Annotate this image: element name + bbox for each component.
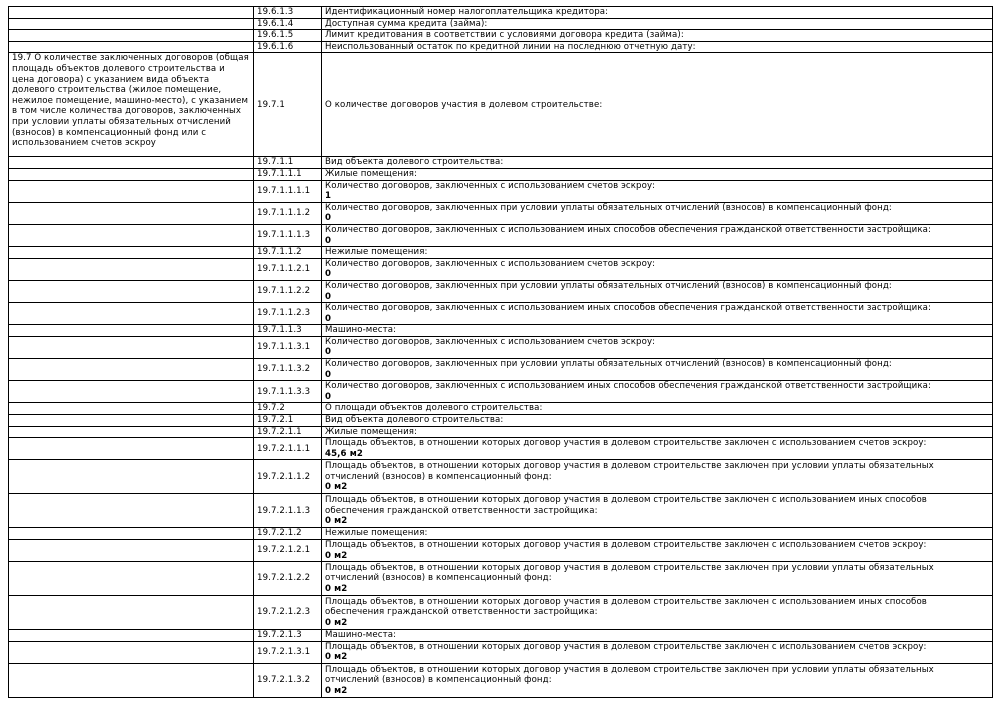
item-content — [322, 224, 993, 246]
item-content — [322, 528, 993, 540]
item-value: 0 м2 — [325, 617, 348, 628]
table-row — [9, 415, 993, 427]
table-row — [9, 562, 993, 596]
item-label: Доступная сумма кредита (займа): — [325, 18, 488, 29]
item-code: 19.6.1.5 — [254, 30, 322, 42]
section-cell — [9, 426, 254, 438]
item-label: Лимит кредитования в соответствии с условиями договора кредита (займа): — [325, 30, 684, 41]
item-label: Площадь объектов, в отношении которых договор участия в долевом строительстве заключен при условии уплаты обязательных отчислений (взносов) в компенсационный фонд: — [325, 664, 934, 686]
section-cell — [9, 18, 254, 30]
item-value: 0 м2 — [325, 550, 348, 561]
item-value: 0 — [325, 313, 332, 324]
item-content — [322, 258, 993, 280]
section-cell — [9, 303, 254, 325]
section-cell — [9, 157, 254, 169]
item-code: 19.6.1.3 — [254, 7, 322, 19]
section-title-cell — [9, 53, 254, 157]
item-value: 0 — [325, 213, 332, 224]
table-row — [9, 336, 993, 358]
item-label: Машино-места: — [325, 325, 397, 336]
item-label: Количество договоров, заключенных с использованием иных способов обеспечения гражданской ответственности застройщика: — [325, 224, 931, 235]
item-label: Вид объекта долевого строительства: — [325, 415, 504, 426]
item-value: 0 — [325, 391, 332, 402]
item-content — [322, 381, 993, 403]
section-cell — [9, 528, 254, 540]
item-content — [322, 180, 993, 202]
item-code: 19.7.1.1.1.3 — [254, 224, 322, 246]
item-code: 19.7.2.1.2.2 — [254, 562, 322, 596]
table-row — [9, 381, 993, 403]
item-code: 19.7.2 — [254, 403, 322, 415]
item-content — [322, 202, 993, 224]
item-code: 19.7.2.1.2 — [254, 528, 322, 540]
item-content — [322, 415, 993, 427]
item-code: 19.7.1.1.3.2 — [254, 359, 322, 381]
table-row — [9, 630, 993, 642]
item-label: Площадь объектов, в отношении которых договор участия в долевом строительстве заключен при условии уплаты обязательных отчислений (взносов) в компенсационный фонд: — [325, 461, 934, 482]
item-label: Количество договоров, заключенных с использованием счетов эскроу: — [325, 336, 656, 347]
section-cell — [9, 224, 254, 246]
item-content — [322, 168, 993, 180]
item-code: 19.7.2.1.1 — [254, 426, 322, 438]
table-row — [9, 41, 993, 53]
table-row — [9, 528, 993, 540]
item-label: Жилые помещения: — [325, 426, 418, 437]
table-row — [9, 168, 993, 180]
section-cell — [9, 494, 254, 528]
item-code: 19.7.1.1.2.3 — [254, 303, 322, 325]
table-row — [9, 280, 993, 302]
item-value: 0 м2 — [325, 685, 348, 696]
item-label: О площади объектов долевого строительства: — [325, 403, 543, 414]
item-code: 19.7.1.1.2 — [254, 247, 322, 259]
item-code: 19.7.1.1 — [254, 157, 322, 169]
item-value: 0 — [325, 369, 332, 380]
item-value: 1 — [325, 191, 332, 202]
table-row — [9, 460, 993, 494]
item-code: 19.7.2.1.2.1 — [254, 540, 322, 562]
table-row — [9, 494, 993, 528]
item-content — [322, 247, 993, 259]
table-row — [9, 202, 993, 224]
section-cell — [9, 663, 254, 697]
item-label: Площадь объектов, в отношении которых договор участия в долевом строительстве заключен с использованием счетов эскроу: — [325, 540, 927, 550]
item-code: 19.7.1.1.3.3 — [254, 381, 322, 403]
item-content — [322, 7, 993, 19]
item-value: 0 м2 — [325, 583, 348, 594]
item-label: Идентификационный номер налогоплательщика кредитора: — [325, 7, 609, 17]
item-code: 19.7.1 — [254, 53, 322, 157]
item-label: Машино-места: — [325, 630, 397, 641]
item-content — [322, 630, 993, 642]
section-cell — [9, 247, 254, 259]
item-code: 19.7.2.1.3.1 — [254, 641, 322, 663]
item-code: 19.7.1.1.1.1 — [254, 180, 322, 202]
section-cell — [9, 168, 254, 180]
section-cell — [9, 202, 254, 224]
section-cell — [9, 540, 254, 562]
section-cell — [9, 562, 254, 596]
item-label: Вид объекта долевого строительства: — [325, 157, 504, 168]
table-row — [9, 426, 993, 438]
item-value: 0 м2 — [325, 652, 348, 663]
table-row — [9, 258, 993, 280]
item-value: 0 м2 — [325, 482, 348, 493]
section-cell — [9, 41, 254, 53]
item-content — [322, 403, 993, 415]
item-label: Нежилые помещения: — [325, 247, 428, 258]
table-row — [9, 596, 993, 630]
table-row — [9, 247, 993, 259]
table-row — [9, 7, 993, 19]
section-cell — [9, 30, 254, 42]
item-label: Нежилые помещения: — [325, 528, 428, 539]
item-content — [322, 157, 993, 169]
item-label: Количество договоров, заключенных с использованием счетов эскроу: — [325, 258, 656, 269]
declaration-table — [8, 6, 993, 698]
table-row — [9, 53, 993, 157]
item-code: 19.7.1.1.3 — [254, 325, 322, 337]
item-value: 0 м2 — [325, 516, 348, 527]
table-row — [9, 663, 993, 697]
item-content — [322, 663, 993, 697]
item-code: 19.7.1.1.3.1 — [254, 336, 322, 358]
section-cell — [9, 7, 254, 19]
item-code: 19.6.1.4 — [254, 18, 322, 30]
item-label: Количество договоров, заключенных с использованием счетов эскроу: — [325, 180, 656, 191]
item-label: Количество договоров, заключенных при условии уплаты обязательных отчислений (взносов) в компенсационный фонд: — [325, 280, 892, 291]
item-code: 19.7.2.1.3 — [254, 630, 322, 642]
item-label: Площадь объектов, в отношении которых договор участия в долевом строительстве заключен при условии уплаты обязательных отчислений (взносов) в компенсационный фонд: — [325, 562, 934, 584]
table-row — [9, 157, 993, 169]
table-row — [9, 403, 993, 415]
item-content — [322, 494, 993, 528]
item-content — [322, 303, 993, 325]
table-row — [9, 303, 993, 325]
item-content — [322, 438, 993, 460]
item-code: 19.7.2.1.1.2 — [254, 460, 322, 494]
section-cell — [9, 258, 254, 280]
item-content — [322, 359, 993, 381]
item-code: 19.7.2.1.2.3 — [254, 596, 322, 630]
item-content — [322, 30, 993, 42]
section-cell — [9, 438, 254, 460]
table-row — [9, 325, 993, 337]
section-cell — [9, 630, 254, 642]
item-code: 19.6.1.6 — [254, 41, 322, 53]
item-content — [322, 596, 993, 630]
section-cell — [9, 359, 254, 381]
item-code: 19.7.2.1.1.1 — [254, 438, 322, 460]
section-title: 19.7 О количестве заключенных договоров (общая площадь объектов долевого строительства и цена договора) с указанием вида объекта долевого строительства (жилое помещение, нежилое помещение, машино-место), с указанием в том числе количества договоров, заключенных при условии уплаты обязательных отчислений (взносов) в компенсационный фонд или с использованием счетов эскроу — [12, 53, 249, 149]
section-cell — [9, 180, 254, 202]
item-label: Количество договоров, заключенных при условии уплаты обязательных отчислений (взносов) в компенсационный фонд: — [325, 202, 892, 213]
section-cell — [9, 381, 254, 403]
section-cell — [9, 280, 254, 302]
item-code: 19.7.1.1.1 — [254, 168, 322, 180]
item-content — [322, 53, 993, 157]
table-row — [9, 641, 993, 663]
table-row — [9, 359, 993, 381]
item-label: Неиспользованный остаток по кредитной линии на последнюю отчетную дату: — [325, 41, 696, 52]
item-label: Площадь объектов, в отношении которых договор участия в долевом строительстве заключен с использованием счетов эскроу: — [325, 641, 927, 652]
item-label: Количество договоров, заключенных при условии уплаты обязательных отчислений (взносов) в компенсационный фонд: — [325, 359, 892, 370]
item-code: 19.7.1.1.2.1 — [254, 258, 322, 280]
section-cell — [9, 325, 254, 337]
item-label: Количество договоров, заключенных с использованием иных способов обеспечения гражданской ответственности застройщика: — [325, 303, 931, 314]
item-label: Площадь объектов, в отношении которых договор участия в долевом строительстве заключен с использованием иных способов обеспечения гражданской ответственности застройщика: — [325, 596, 927, 618]
item-value: 0 — [325, 347, 332, 358]
table-row — [9, 438, 993, 460]
item-label: Количество договоров, заключенных с использованием иных способов обеспечения гражданской ответственности застройщика: — [325, 381, 931, 392]
item-label: Площадь объектов, в отношении которых договор участия в долевом строительстве заключен с использованием счетов эскроу: — [325, 438, 927, 449]
item-content — [322, 325, 993, 337]
item-label: Площадь объектов, в отношении которых договор участия в долевом строительстве заключен с использованием иных способов обеспечения гражданской ответственности застройщика: — [325, 495, 927, 516]
section-cell — [9, 336, 254, 358]
item-content — [322, 280, 993, 302]
table-row — [9, 180, 993, 202]
item-content — [322, 18, 993, 30]
item-content — [322, 641, 993, 663]
item-content — [322, 460, 993, 494]
item-value: 0 — [325, 235, 332, 246]
section-cell — [9, 415, 254, 427]
item-code: 19.7.2.1.3.2 — [254, 663, 322, 697]
item-value: 45,6 м2 — [325, 448, 363, 459]
item-code: 19.7.1.1.1.2 — [254, 202, 322, 224]
table-row — [9, 18, 993, 30]
item-content — [322, 41, 993, 53]
item-value: 0 — [325, 269, 332, 280]
table-row — [9, 30, 993, 42]
item-value: 0 — [325, 291, 332, 302]
item-code: 19.7.2.1.1.3 — [254, 494, 322, 528]
table-row — [9, 540, 993, 562]
item-code: 19.7.1.1.2.2 — [254, 280, 322, 302]
section-cell — [9, 403, 254, 415]
item-content — [322, 426, 993, 438]
item-content — [322, 540, 993, 562]
item-content — [322, 336, 993, 358]
section-cell — [9, 596, 254, 630]
section-cell — [9, 460, 254, 494]
item-label: О количестве договоров участия в долевом строительстве: — [325, 99, 603, 110]
item-code: 19.7.2.1 — [254, 415, 322, 427]
section-cell — [9, 641, 254, 663]
item-label: Жилые помещения: — [325, 168, 418, 179]
table-row — [9, 224, 993, 246]
item-content — [322, 562, 993, 596]
